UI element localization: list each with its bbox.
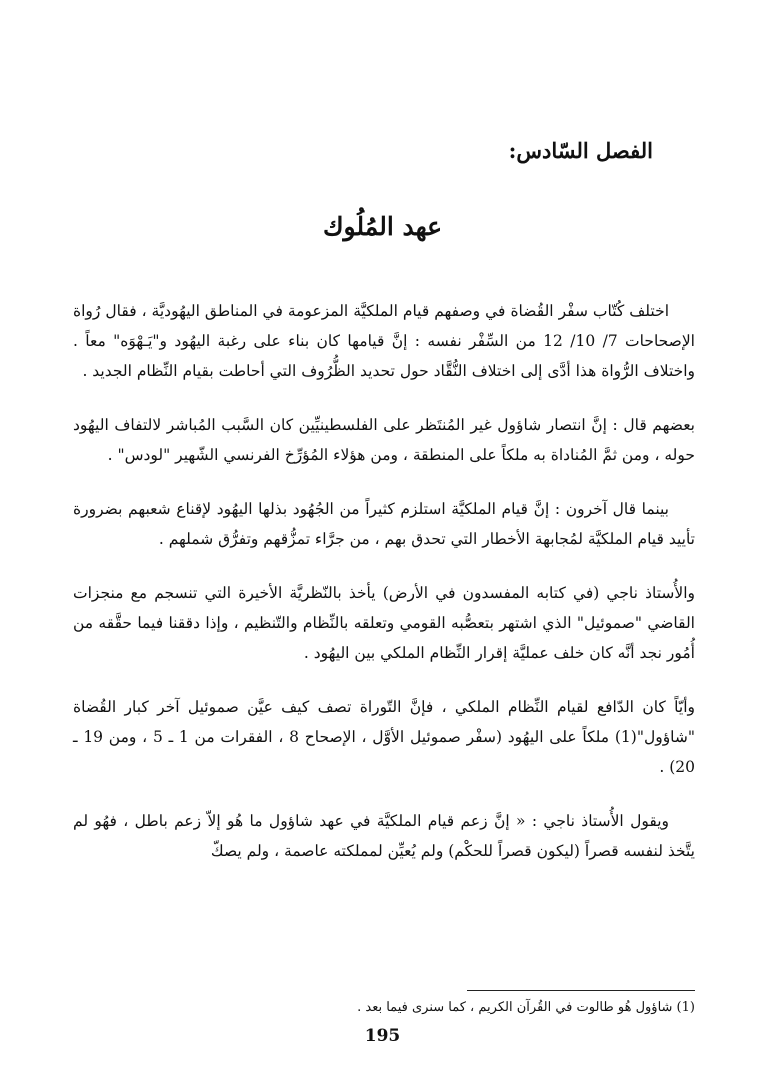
chapter-heading: الفصل السّادس: (508, 138, 653, 163)
paragraph: بينما قال آخرون : إنَّ قيام الملكيَّة استلزم كثيراً من الجُهُود بذلها اليهُود لإقناع شعبهم بضرورة تأييد قيام الملكيَّة لمُجابهة الأخطار التي تحدق بهم ، من جرَّاء تمزُّقهم وتفرُّق شملهم . (73, 500, 695, 548)
paragraph: والأُستاذ ناجي (في كتابه المفسدون في الأرض) يأخذ بالنّظريَّة الأخيرة التي تنسجم مع منجزات القاضي "صموئيل" الذي اشتهر بتعصُّبه القومي وتعلقه بالنِّظام والتّنظيم ، وإذا دققنا فيما حقَّقه من أُمُور نجد أنَّه كان خلف عمليَّة إقرار النِّظام الملكي بين اليهُود . (73, 584, 695, 662)
body-text (73, 296, 695, 890)
paragraph: وأيّاً كان الدّافع لقيام النِّظام الملكي ، فإنَّ التّوراة تصف كيف عيَّن صموئيل آخر كبار القُضاة "شاؤول"(1) ملكاً على اليهُود (سفْر صموئيل الأوَّل ، الإصحاح 8 ، الفقرات من 1 ـ 5 ، ومن 19 ـ 20) . (73, 698, 696, 776)
paragraph: ويقول الأُستاذ ناجي : « إنَّ زعم قيام الملكيَّة في عهد شاؤول ما هُو إلاّ زعم باطل ، فهُو لم يتَّخذ لنفسه قصراً (ليكون قصراً للحكْم) ولم يُعيِّن لمملكته عاصمة ، ولم يصكّ (73, 812, 695, 860)
paragraph: اختلف كُتّاب سفْر القُضاة في وصفهم قيام الملكيَّة المزعومة في المناطق اليهُوديَّة ، فقال رُواة الإصحاحات 7/ 10/ 12 من السِّفْر نفسه : إنَّ قيامها كان بناء على رغبة اليهُود و"يَـهْوَه" معاً . واختلاف الرُّواة هذا أدَّى إلى اختلاف النُّقَّاد حول تحديد الظُّرُوف التي أحاطت بقيام النِّظام الجديد . (73, 302, 695, 380)
paragraph: بعضهم قال : إنَّ انتصار شاؤول غير المُنتَظر على الفلسطينيِّين كان السَّبب المُباشر لالتفاف اليهُود حوله ، ومن ثمَّ المُناداة به ملكاً على المنطقة ، ومن هؤلاء المُؤرِّخ الفرنسي الشّهير "لودس" . (73, 416, 695, 464)
footnote: (1) شاؤول هُو طالوت في القُرآن الكريم ، كما سنرى فيما بعد . (357, 1000, 695, 1015)
footnote-divider (467, 990, 695, 991)
chapter-title: عهد المُلُوك (322, 212, 443, 241)
page-number: 195 (364, 1026, 401, 1046)
